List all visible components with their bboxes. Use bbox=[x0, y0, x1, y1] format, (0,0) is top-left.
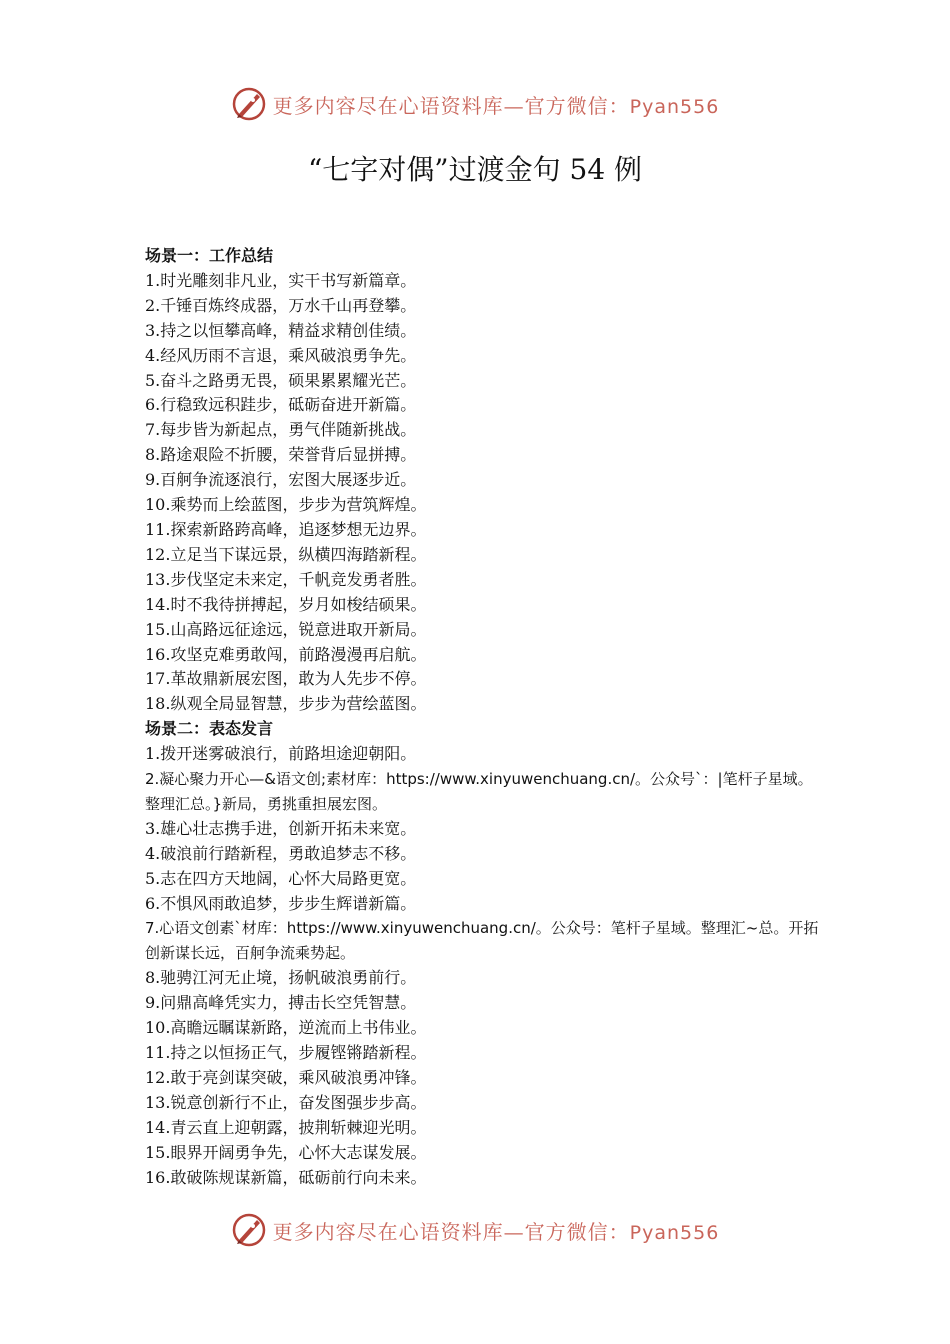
section-statement bbox=[145, 717, 825, 1190]
list-item: 13.步伐坚定未来定，千帆竞发勇者胜。 bbox=[145, 569, 427, 589]
list-item-watermark: 7.心语文创素`材库：https://www.xinyuwenchuang.cn/。公众号：笔杆子星域。整理汇~总。开拓创新谋长远，百舸争流乘势起。 bbox=[145, 919, 819, 963]
banner-text: 更多内容尽在心语资料库—官方微信：Pyan556 bbox=[272, 1219, 720, 1244]
list-item: 1.时光雕刻非凡业，实干书写新篇章。 bbox=[145, 270, 417, 290]
list-item: 9.百舸争流逐浪行，宏图大展逐步近。 bbox=[145, 470, 417, 490]
wechat-id: Pyan556 bbox=[629, 95, 720, 118]
section-heading: 场景二：表态发言 bbox=[145, 719, 274, 739]
list-item: 8.路途艰险不折腰，荣誉背后显拼搏。 bbox=[145, 445, 417, 465]
list-item: 10.高瞻远瞩谋新路，逆流而上书伟业。 bbox=[145, 1018, 427, 1038]
pen-logo-icon bbox=[231, 1212, 267, 1248]
section-work-summary bbox=[145, 244, 825, 717]
list-item: 14.青云直上迎朝露，披荆斩棘迎光明。 bbox=[145, 1117, 427, 1137]
list-item: 8.驰骋江河无止境，扬帆破浪勇前行。 bbox=[145, 968, 417, 988]
list-item: 4.经风历雨不言退，乘风破浪勇争先。 bbox=[145, 345, 417, 365]
list-item: 12.敢于亮剑谋突破，乘风破浪勇冲锋。 bbox=[145, 1067, 427, 1087]
list-item: 7.每步皆为新起点，勇气伴随新挑战。 bbox=[145, 420, 417, 440]
list-item: 3.持之以恒攀高峰，精益求精创佳绩。 bbox=[145, 320, 417, 340]
pen-logo-icon bbox=[231, 86, 267, 122]
page-title: “七字对偶”过渡金句 54 例 bbox=[307, 153, 643, 186]
list-item: 17.革故鼎新展宏图，敢为人先步不停。 bbox=[145, 669, 427, 689]
list-item: 1.拨开迷雾破浪行，前路坦途迎朝阳。 bbox=[145, 744, 417, 764]
list-item: 16.敢破陈规谋新篇，砥砺前行向未来。 bbox=[145, 1167, 427, 1187]
list-item: 6.不惧风雨敢追梦，步步生辉谱新篇。 bbox=[145, 893, 417, 913]
banner-text: 更多内容尽在心语资料库—官方微信：Pyan556 bbox=[272, 93, 720, 118]
list-item: 5.奋斗之路勇无畏，硕果累累耀光芒。 bbox=[145, 370, 417, 390]
list-item: 4.破浪前行踏新程，勇敢追梦志不移。 bbox=[145, 843, 417, 863]
list-item: 3.雄心壮志携手进，创新开拓未来宽。 bbox=[145, 818, 417, 838]
list-item: 18.纵观全局显智慧，步步为营绘蓝图。 bbox=[145, 694, 427, 714]
section-heading: 场景一：工作总结 bbox=[145, 246, 274, 265]
list-item: 6.行稳致远积跬步，砥砺奋进开新篇。 bbox=[145, 395, 417, 415]
header-banner bbox=[0, 82, 950, 126]
list-item: 11.探索新路跨高峰，追逐梦想无边界。 bbox=[145, 519, 427, 539]
list-item: 13.锐意创新行不止，奋发图强步步高。 bbox=[145, 1092, 427, 1112]
wechat-id: Pyan556 bbox=[629, 1221, 720, 1244]
list-item-watermark: 2.凝心聚力开心—&语文创;素材库：https://www.xinyuwenchuang.cn/。公众号`：|笔杆子星域。整理汇总。}新局，勇挑重担展宏图。 bbox=[145, 770, 813, 813]
footer-banner bbox=[0, 1208, 950, 1252]
list-item: 14.时不我待拼搏起，岁月如梭结硕果。 bbox=[145, 594, 427, 614]
list-item: 9.问鼎高峰凭实力，搏击长空凭智慧。 bbox=[145, 993, 417, 1013]
list-item: 16.攻坚克难勇敢闯，前路漫漫再启航。 bbox=[145, 644, 427, 664]
list-item: 15.山高路远征途远，锐意进取开新局。 bbox=[145, 619, 427, 639]
list-item: 15.眼界开阔勇争先，心怀大志谋发展。 bbox=[145, 1142, 427, 1162]
list-item: 2.千锤百炼终成器，万水千山再登攀。 bbox=[145, 295, 417, 315]
list-item: 10.乘势而上绘蓝图，步步为营筑辉煌。 bbox=[145, 495, 427, 515]
list-item: 11.持之以恒扬正气，步履铿锵踏新程。 bbox=[145, 1043, 427, 1062]
list-item: 12.立足当下谋远景，纵横四海踏新程。 bbox=[145, 544, 427, 564]
list-item: 5.志在四方天地阔，心怀大局路更宽。 bbox=[145, 868, 417, 888]
document-body bbox=[145, 244, 825, 1190]
